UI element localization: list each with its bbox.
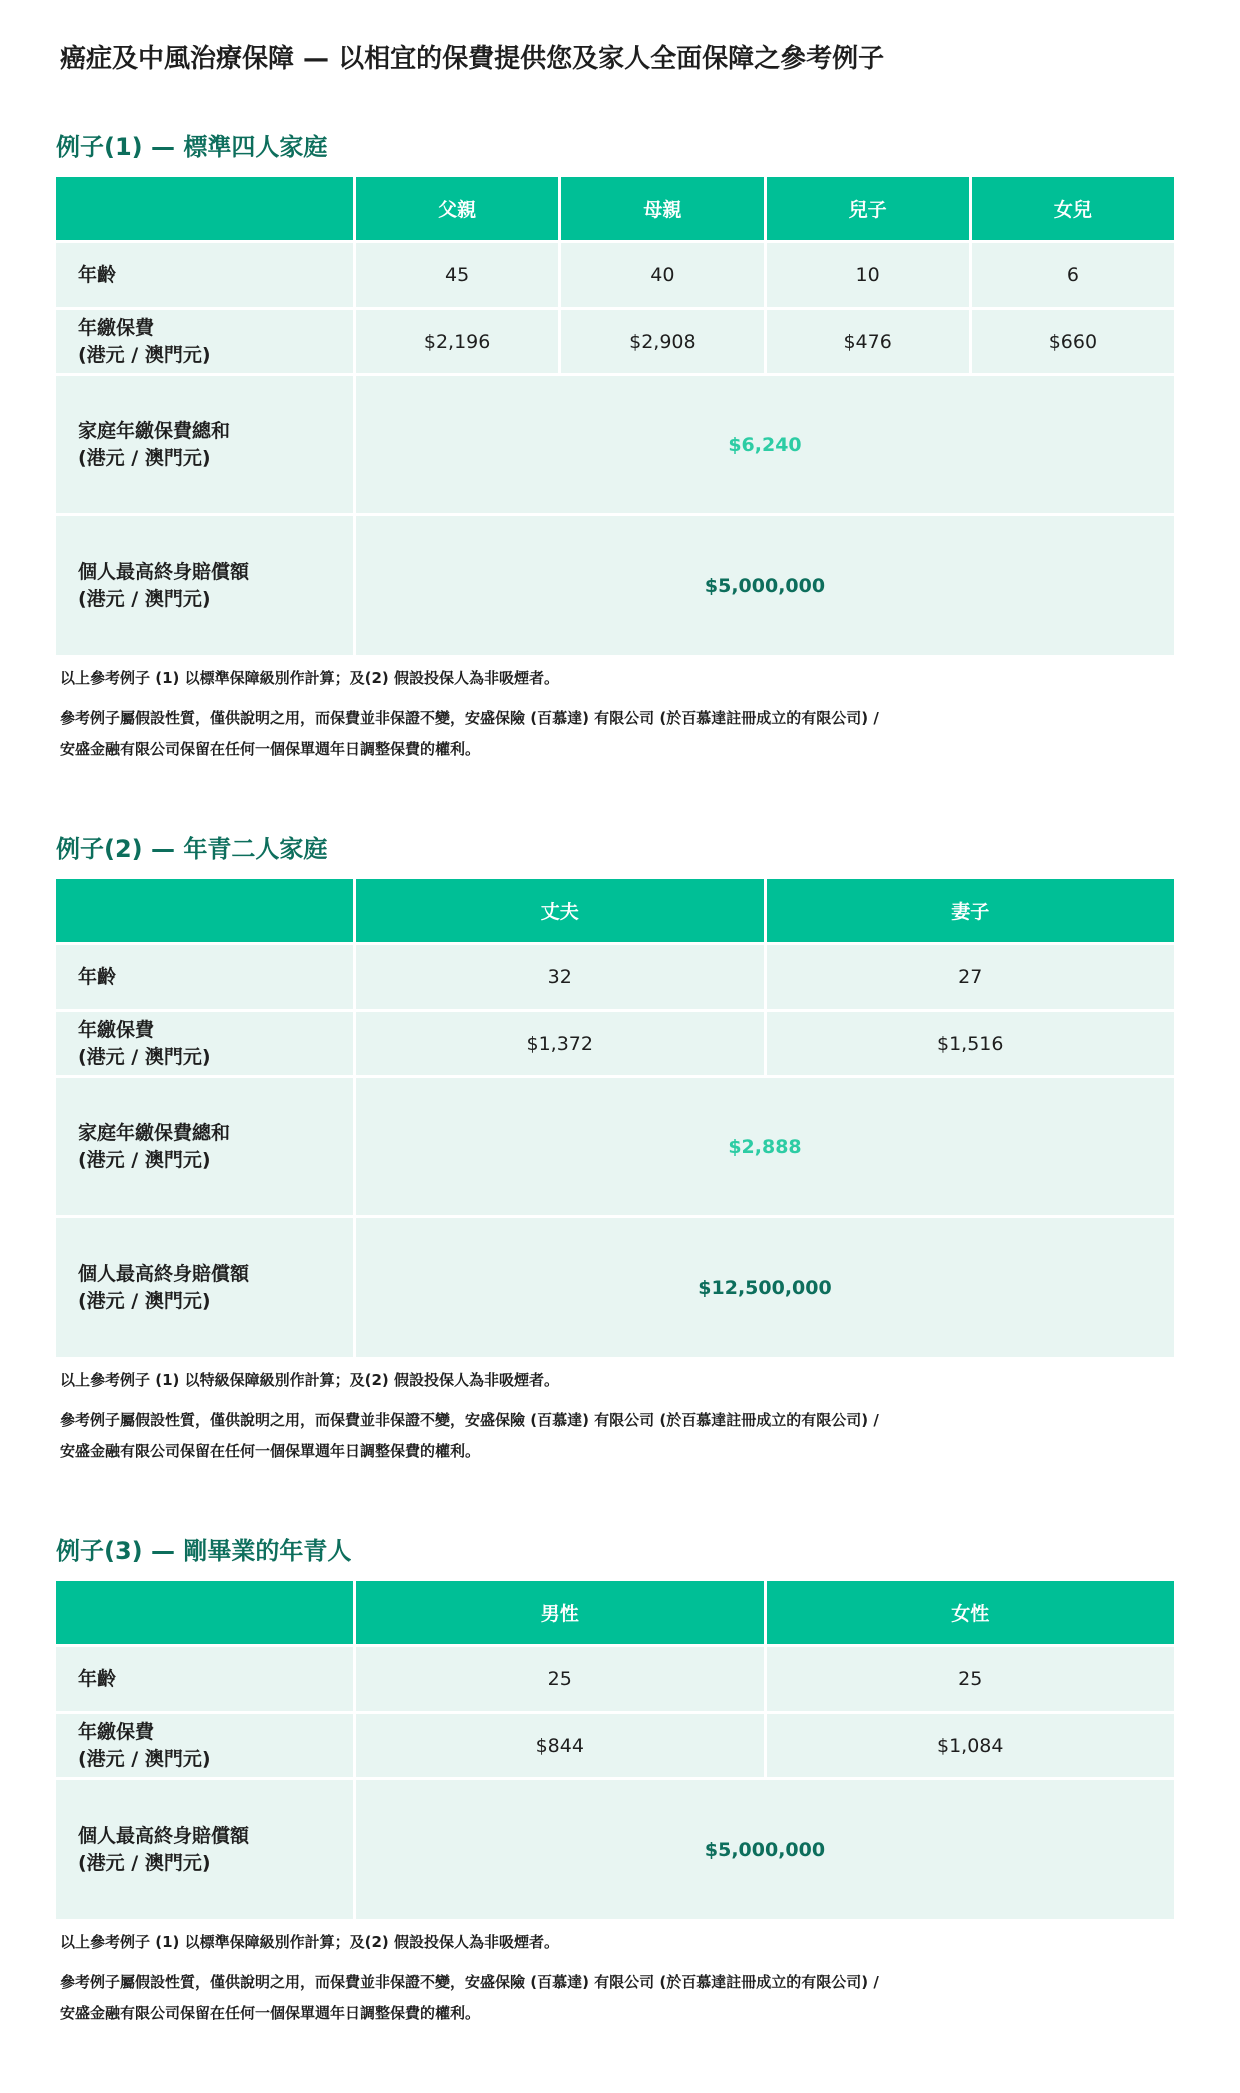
header-cell: 男性 — [356, 1581, 764, 1644]
header-cell: 丈夫 — [356, 879, 764, 942]
age-row — [56, 945, 1174, 1009]
header-corner — [56, 177, 353, 240]
total-label-line-1: 家庭年繳保費總和 — [78, 419, 231, 442]
claim-label — [56, 1218, 353, 1357]
premium-label-line-2: (港元 / 澳門元) — [78, 1045, 211, 1068]
claim-label-line-2: (港元 / 澳門元) — [78, 1851, 211, 1874]
claim-label-line-1: 個人最高終身賠償額 — [78, 1262, 250, 1285]
premium-label — [56, 1012, 353, 1075]
claim-row — [56, 1218, 1174, 1357]
example-3-table — [53, 1578, 1177, 1922]
age-cell: 45 — [356, 243, 558, 307]
example-2-note-3: 安盛金融有限公司保留在任何一個保單週年日調整保費的權利。 — [60, 1442, 481, 1460]
age-cell: 25 — [356, 1647, 764, 1711]
example-3-title: 例子(3) — 剛畢業的年青人 — [56, 1537, 352, 1565]
max-claim-value: $12,500,000 — [356, 1218, 1174, 1357]
header-cell: 兒子 — [767, 177, 969, 240]
premium-row — [56, 310, 1174, 373]
header-cell: 女兒 — [972, 177, 1174, 240]
age-row — [56, 1647, 1174, 1711]
premium-row — [56, 1012, 1174, 1075]
example-2-table — [53, 876, 1177, 1360]
example-2-note-2: 參考例子屬假設性質，僅供說明之用，而保費並非保證不變，安盛保險 (百慕達) 有限公司 (於百慕達註冊成立的有限公司) / — [60, 1411, 879, 1429]
header-row — [56, 1581, 1174, 1644]
example-3-note-2: 參考例子屬假設性質，僅供說明之用，而保費並非保證不變，安盛保險 (百慕達) 有限公司 (於百慕達註冊成立的有限公司) / — [60, 1973, 879, 1991]
example-1-title: 例子(1) — 標準四人家庭 — [56, 133, 328, 161]
header-row — [56, 879, 1174, 942]
example-2-title: 例子(2) — 年青二人家庭 — [56, 835, 328, 863]
age-label: 年齡 — [56, 1647, 353, 1711]
premium-label-line-1: 年繳保費 — [78, 1720, 155, 1743]
age-cell: 6 — [972, 243, 1174, 307]
claim-label — [56, 516, 353, 655]
example-2-section — [56, 832, 1180, 1460]
header-cell: 母親 — [561, 177, 763, 240]
premium-cell: $844 — [356, 1714, 764, 1777]
premium-label — [56, 1714, 353, 1777]
age-label: 年齡 — [56, 243, 353, 307]
example-1-table — [53, 174, 1177, 658]
age-cell: 40 — [561, 243, 763, 307]
premium-label-line-1: 年繳保費 — [78, 316, 155, 339]
age-cell: 25 — [767, 1647, 1175, 1711]
total-label — [56, 1078, 353, 1215]
header-cell: 妻子 — [767, 879, 1175, 942]
claim-label-line-2: (港元 / 澳門元) — [78, 1289, 211, 1312]
total-label — [56, 376, 353, 513]
premium-cell: $476 — [767, 310, 969, 373]
claim-label — [56, 1780, 353, 1919]
total-label-line-2: (港元 / 澳門元) — [78, 1148, 211, 1171]
age-cell: 32 — [356, 945, 764, 1009]
header-row — [56, 177, 1174, 240]
premium-label-line-2: (港元 / 澳門元) — [78, 343, 211, 366]
example-3-note-3: 安盛金融有限公司保留在任何一個保單週年日調整保費的權利。 — [60, 2004, 481, 2022]
premium-cell: $2,196 — [356, 310, 558, 373]
example-1-section — [56, 130, 1180, 758]
premium-row — [56, 1714, 1174, 1777]
premium-cell: $660 — [972, 310, 1174, 373]
premium-label — [56, 310, 353, 373]
premium-cell: $1,516 — [767, 1012, 1175, 1075]
header-cell: 父親 — [356, 177, 558, 240]
age-label: 年齡 — [56, 945, 353, 1009]
example-1-note-3: 安盛金融有限公司保留在任何一個保單週年日調整保費的權利。 — [60, 740, 481, 758]
age-cell: 10 — [767, 243, 969, 307]
premium-cell: $1,372 — [356, 1012, 764, 1075]
claim-row — [56, 1780, 1174, 1919]
header-cell: 女性 — [767, 1581, 1175, 1644]
header-corner — [56, 879, 353, 942]
max-claim-value: $5,000,000 — [356, 1780, 1174, 1919]
total-label-line-1: 家庭年繳保費總和 — [78, 1121, 231, 1144]
claim-label-line-1: 個人最高終身賠償額 — [78, 1824, 250, 1847]
age-row — [56, 243, 1174, 307]
example-1-note-1: 以上參考例子 (1) 以標準保障級別作計算；及(2) 假設投保人為非吸煙者。 — [60, 669, 559, 687]
premium-label-line-1: 年繳保費 — [78, 1018, 155, 1041]
total-row — [56, 376, 1174, 513]
premium-cell: $2,908 — [561, 310, 763, 373]
example-3-section — [56, 1534, 1180, 2022]
claim-label-line-1: 個人最高終身賠償額 — [78, 560, 250, 583]
example-2-note-1: 以上參考例子 (1) 以特級保障級別作計算；及(2) 假設投保人為非吸煙者。 — [60, 1371, 559, 1389]
family-total-value: $6,240 — [356, 376, 1174, 513]
example-3-note-1: 以上參考例子 (1) 以標準保障級別作計算；及(2) 假設投保人為非吸煙者。 — [60, 1933, 559, 1951]
total-label-line-2: (港元 / 澳門元) — [78, 446, 211, 469]
family-total-value: $2,888 — [356, 1078, 1174, 1215]
header-corner — [56, 1581, 353, 1644]
premium-cell: $1,084 — [767, 1714, 1175, 1777]
age-cell: 27 — [767, 945, 1175, 1009]
total-row — [56, 1078, 1174, 1215]
example-1-note-2: 參考例子屬假設性質，僅供說明之用，而保費並非保證不變，安盛保險 (百慕達) 有限公司 (於百慕達註冊成立的有限公司) / — [60, 709, 879, 727]
max-claim-value: $5,000,000 — [356, 516, 1174, 655]
page-title: 癌症及中風治療保障 — 以相宜的保費提供您及家人全面保障之參考例子 — [60, 44, 885, 74]
claim-row — [56, 516, 1174, 655]
claim-label-line-2: (港元 / 澳門元) — [78, 587, 211, 610]
premium-label-line-2: (港元 / 澳門元) — [78, 1747, 211, 1770]
